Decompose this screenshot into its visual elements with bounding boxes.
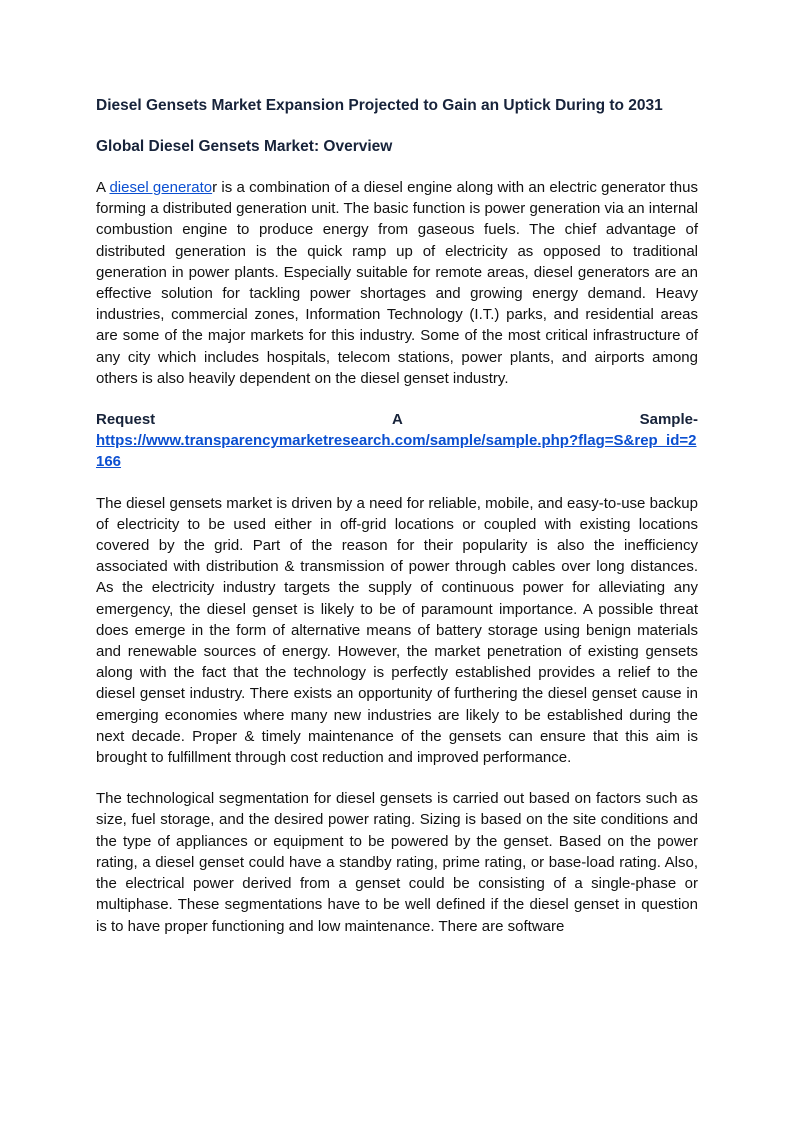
document-page	[96, 95, 698, 957]
overview-heading: Global Diesel Gensets Market: Overview	[96, 138, 393, 155]
document-title: Diesel Gensets Market Expansion Projected to Gain an Uptick During to 2031	[96, 97, 663, 114]
request-sample-line	[96, 409, 698, 430]
intro-prefix: A	[96, 179, 110, 196]
diesel-generator-link[interactable]: diesel generato	[109, 179, 213, 196]
intro-suffix: r is a combination of a diesel engine along with an electric generator thus forming a distributed generation unit. The basic function is power generation via an internal combustion engine to produce energy from gaseous fuels. The chief advantage of distributed generation is the quick ramp up of electricity as opposed to traditional generation in power plants. Especially suitable for remote areas, diesel generators are an effective solution for tackling power shortages and growing energy demand. Heavy industries, commercial zones, Information Technology (I.T.) parks, and residential areas are some of the major markets for this industry. Some of the most critical infrastructure of any city which includes hospitals, telecom stations, power plants, and airports among others is also heavily dependent on the diesel genset industry.	[96, 179, 698, 387]
intro-paragraph	[96, 177, 698, 389]
market-drivers-paragraph: The diesel gensets market is driven by a need for reliable, mobile, and easy-to-use backup of electricity to be used either in off-grid locations or coupled with existing locations covered by the grid. Part of the reason for their popularity is also the inefficiency associated with distribution & transmission of power through cables over long distances. As the electricity industry targets the supply of continuous power for alleviating any emergency, the diesel genset is likely to be of paramount importance. A possible threat does emerge in the form of alternative means of battery storage using benign materials and renewable sources of energy. However, the market penetration of existing gensets along with the fact that the technology is perfectly established provides a relief to the diesel genset industry. There exists an opportunity of furthering the diesel genset cause in emerging economies where many new industries are likely to be established during the next decade. Proper & timely maintenance of the gensets can ensure that this aim is brought to fulfillment through cost reduction and improved performance.	[96, 494, 698, 767]
request-sample-word: Sample-	[639, 411, 698, 429]
request-word: Request	[96, 411, 156, 429]
segmentation-paragraph: The technological segmentation for diesel gensets is carried out based on factors such as size, fuel storage, and the desired power rating. Sizing is based on the site conditions and the type of appliances or equipment to be powered by the genset. Based on the power rating, a diesel genset could have a standby rating, prime rating, or base-load rating. Also, the electrical power derived from a genset could be consisting of a single-phase or multiphase. These segmentations have to be well defined if the diesel genset in question is to have proper functioning and low maintenance. There are software	[96, 790, 698, 935]
sample-request-link[interactable]: https://www.transparencymarketresearch.com/sample/sample.php?flag=S&rep_id=2166	[96, 432, 697, 471]
request-article: A	[391, 411, 403, 429]
